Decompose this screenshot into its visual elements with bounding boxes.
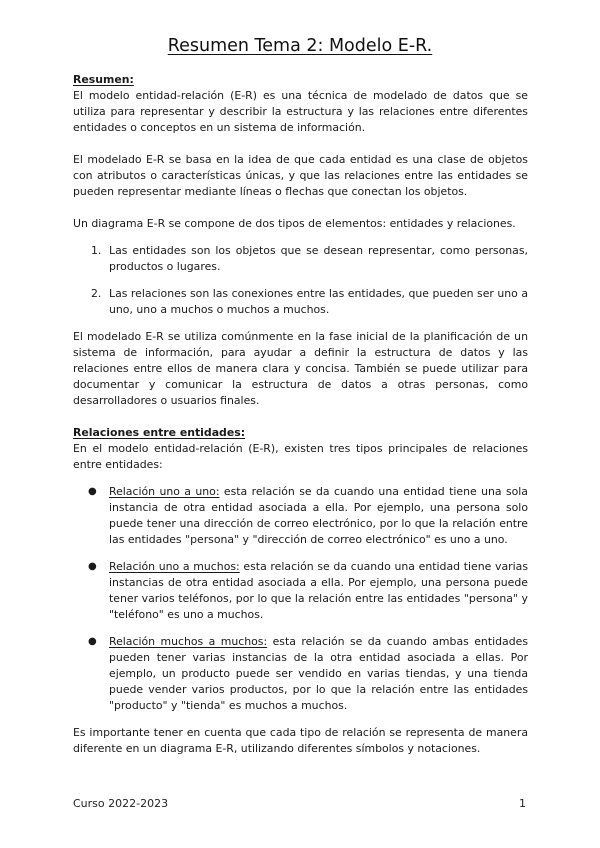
relaciones-heading: Relaciones entre entidades: xyxy=(73,426,246,439)
list-item xyxy=(73,634,528,714)
list-item xyxy=(73,286,528,318)
bullet-icon: ● xyxy=(88,561,97,572)
relation-term: Relación uno a uno: xyxy=(109,485,220,498)
list-item-text: Las relaciones son las conexiones entre las entidades, que pueden ser uno a uno, uno a muchos o muchos a muchos. xyxy=(109,287,528,316)
bullet-icon: ● xyxy=(88,486,97,497)
page-number: 1 xyxy=(519,797,526,810)
resumen-paragraph-1: El modelo entidad-relación (E-R) es una técnica de modelado de datos que se utiliza para representar y describir la estructura y las relaciones entre diferentes entidades o conceptos en un sistema de información. xyxy=(73,89,528,134)
relation-types-list xyxy=(73,484,528,714)
list-item xyxy=(73,243,528,275)
resumen-heading: Resumen: xyxy=(73,73,134,86)
relation-description: esta relación se da cuando una entidad tiene varias instancias de otra entidad asociada a ella. Por ejemplo, una persona puede tener varios teléfonos, por lo que la relación entre las entidades "persona" y "teléfono" es uno a muchos. xyxy=(109,560,529,621)
relation-term: Relación uno a muchos: xyxy=(109,560,240,573)
element-types-list xyxy=(73,243,528,318)
resumen-paragraph-2: El modelado E-R se basa en la idea de que cada entidad es una clase de objetos con atributos o características únicas, y que las relaciones entre las entidades se pueden representar mediante líneas o flechas que conectan los objetos. xyxy=(73,153,528,198)
footer-course: Curso 2022-2023 xyxy=(73,797,169,810)
document-body xyxy=(73,72,528,757)
list-item xyxy=(73,559,528,623)
list-number: 1. xyxy=(91,244,102,257)
resumen-paragraph-4: El modelado E-R se utiliza comúnmente en la fase inicial de la planificación de un sistema de información, para ayudar a definir la estructura de datos y las relaciones entre ellos de manera clara y concisa. También se puede utilizar para documentar y comunicar la estructura de datos a otras personas, como desarrolladores o usuarios finales. xyxy=(73,330,528,407)
bullet-icon: ● xyxy=(88,636,97,647)
relation-term: Relación muchos a muchos: xyxy=(109,635,268,648)
list-number: 2. xyxy=(91,287,102,300)
page-title: Resumen Tema 2: Modelo E-R. xyxy=(167,36,433,56)
relation-description: esta relación se da cuando una entidad tiene una sola instancia de otra entidad asociada a ella. Por ejemplo, una persona solo puede tener una dirección de correo electrónico, por lo que la relación entre las entidades "persona" y "dirección de correo electrónico" es uno a uno. xyxy=(109,485,528,546)
relaciones-intro: En el modelo entidad-relación (E-R), existen tres tipos principales de relaciones entre entidades: xyxy=(73,442,528,471)
list-item-text: Las entidades son los objetos que se desean representar, como personas, productos o lugares. xyxy=(109,244,528,273)
list-item xyxy=(73,484,528,548)
closing-paragraph: Es importante tener en cuenta que cada tipo de relación se representa de manera diferente en un diagrama E-R, utilizando diferentes símbolos y notaciones. xyxy=(73,726,528,755)
resumen-paragraph-3: Un diagrama E-R se compone de dos tipos de elementos: entidades y relaciones. xyxy=(73,217,516,230)
relation-description: esta relación se da cuando ambas entidades pueden tener varias instancias de la otra entidad asociada a ellas. Por ejemplo, un producto puede ser vendido en varias tiendas, y una tienda puede vender varios productos, por lo que la relación entre las entidades "producto" y "tienda" es muchos a muchos. xyxy=(109,635,528,712)
